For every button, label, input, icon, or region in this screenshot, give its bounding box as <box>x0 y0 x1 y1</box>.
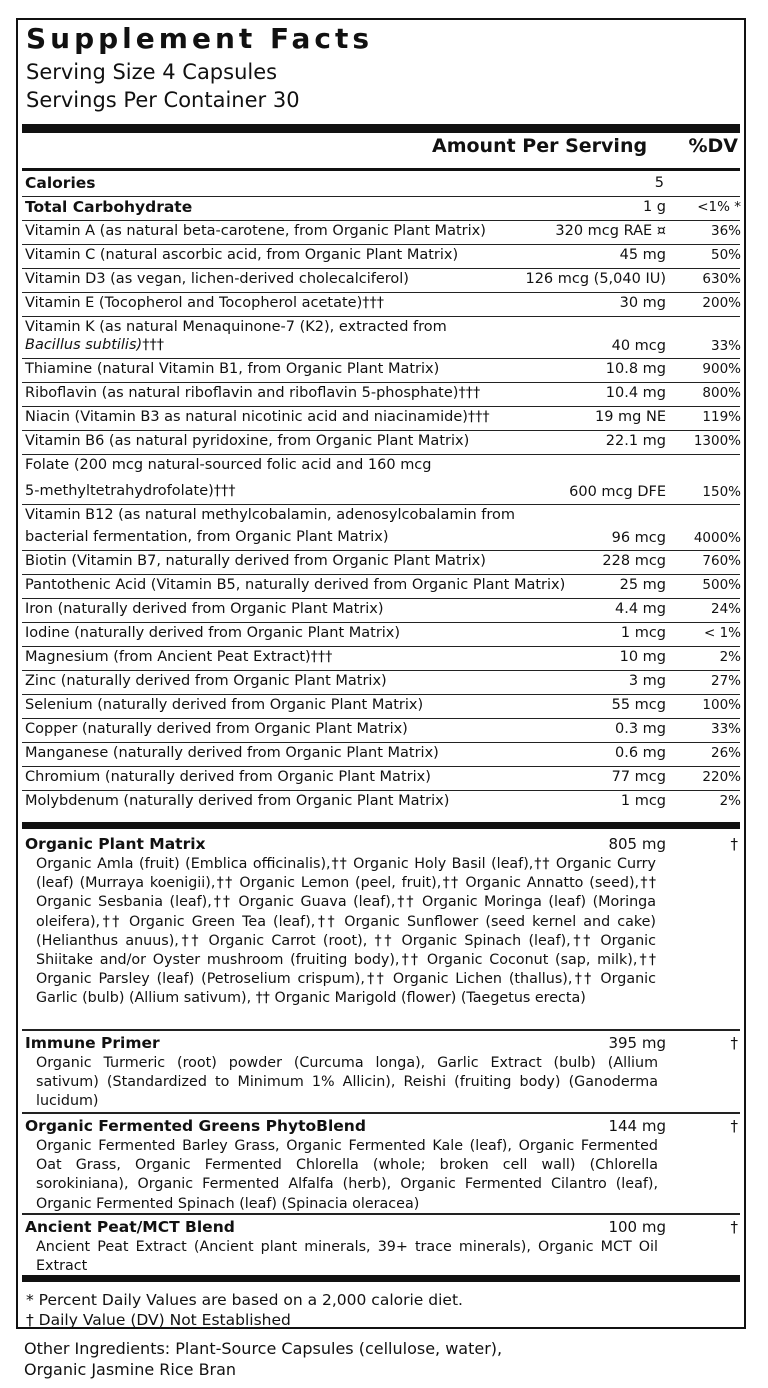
thick-divider-footnotes <box>22 1275 740 1282</box>
other-ingredients-line1: Other Ingredients: Plant-Source Capsules (cellulose, water), <box>24 1339 503 1358</box>
nutrient-dv: 500% <box>702 577 741 593</box>
nutrient-dv: 4000% <box>693 530 741 546</box>
nutrient-dv: <1% * <box>697 199 741 215</box>
thick-divider-blends <box>22 822 740 829</box>
nutrient-dv: 33% <box>710 338 741 354</box>
servings-per-container: Servings Per Container 30 <box>26 88 300 112</box>
nutrient-label: Calories <box>25 174 96 192</box>
nutrient-dv: 36% <box>710 223 741 239</box>
nutrient-row <box>18 550 744 574</box>
nutrient-amount: 126 mcg (5,040 IU) <box>525 271 666 287</box>
dv-header: %DV <box>688 135 738 157</box>
nutrient-row <box>18 574 744 598</box>
blend-ingredients: Organic Amla (fruit) (Emblica officinalis),†† Organic Holy Basil (leaf),†† Organic Curry (leaf) (Murraya koenigii),†† Organic Lemon (peel, fruit),†† Organic Annatto (seed),†† Organic Sesbania (leaf),†† Organic Guava (leaf),†† Organic Moringa (leaf) (Moringa oleifera),†† Organic Green Tea (leaf),†† Organic Sunflower (seed kernel and cake) (Helianthus anuus),†† Organic Carrot (root), †† Organic Spinach (leaf),†† Organic Shiitake and/or Oyster mushroom (fruiting body),†† Organic Coconut (sap, milk),†† Organic Parsley (leaf) (Petroselium crispum),†† Organic Lichen (thallus),†† Organic Garlic (bulb) (Allium sativum), †† Organic Marigold (flower) (Taegetus erecta) <box>36 856 656 1007</box>
nutrient-label: Total Carbohydrate <box>25 198 193 216</box>
nutrient-row <box>18 406 744 430</box>
nutrient-dv: 24% <box>710 601 741 617</box>
nutrient-row <box>18 430 744 454</box>
nutrient-row <box>18 504 744 550</box>
blend-divider <box>22 1029 740 1031</box>
nutrient-row <box>18 718 744 742</box>
nutrient-row <box>18 694 744 718</box>
nutrient-label: Folate (200 mcg natural-sourced folic acid and 160 mcg <box>25 457 432 473</box>
nutrient-amount: 3 mg <box>628 673 666 689</box>
nutrient-amount: 55 mcg <box>611 697 666 713</box>
nutrient-label: Vitamin D3 (as vegan, lichen-derived cholecalciferol) <box>25 271 409 287</box>
nutrient-row <box>18 172 744 196</box>
nutrient-row <box>18 292 744 316</box>
nutrient-dv: 2% <box>719 649 741 665</box>
nutrient-amount: 0.6 mg <box>615 745 666 761</box>
percent-dv-footnote: * Percent Daily Values are based on a 2,000 calorie diet. <box>26 1291 463 1309</box>
nutrient-row <box>18 244 744 268</box>
nutrient-label: Niacin (Vitamin B3 as natural nicotinic acid and niacinamide)††† <box>25 409 490 425</box>
nutrient-amount: 4.4 mg <box>615 601 666 617</box>
nutrient-label: Iron (naturally derived from Organic Plant Matrix) <box>25 601 384 617</box>
panel-title: Supplement Facts <box>26 22 374 55</box>
nutrient-label-line2: bacterial fermentation, from Organic Plant Matrix) <box>25 529 389 545</box>
nutrient-dv: 800% <box>702 385 741 401</box>
nutrient-amount: 0.3 mg <box>615 721 666 737</box>
blend-amount: 805 mg <box>608 835 666 853</box>
nutrient-row <box>18 316 744 358</box>
blend-name: Ancient Peat/MCT Blend <box>25 1218 235 1236</box>
nutrient-amount: 77 mcg <box>611 769 666 785</box>
blend-name: Immune Primer <box>25 1034 160 1052</box>
nutrient-row <box>18 790 744 814</box>
nutrient-dv: 200% <box>702 295 741 311</box>
nutrient-amount: 96 mcg <box>611 530 666 546</box>
amount-per-serving-header: Amount Per Serving <box>432 135 648 157</box>
blend-ingredients: Organic Fermented Barley Grass, Organic Fermented Kale (leaf), Organic Fermented Oat Grass, Organic Fermented Chlorella (whole; broken cell wall) (Chlorella sorokiniana), Organic Fermented Alfalfa (herb), Organic Fermented Cilantro (leaf), Organic Fermented Spinach (leaf) (Spinacia oleracea) <box>36 1138 658 1212</box>
nutrient-dv: 900% <box>702 361 741 377</box>
nutrient-label: Manganese (naturally derived from Organic Plant Matrix) <box>25 745 439 761</box>
nutrient-amount: 1 mcg <box>620 625 666 641</box>
nutrient-dv: 33% <box>710 721 741 737</box>
blend-dv-dagger: † <box>730 1034 738 1052</box>
nutrient-label: Iodine (naturally derived from Organic Plant Matrix) <box>25 625 401 641</box>
nutrient-label: Thiamine (natural Vitamin B1, from Organic Plant Matrix) <box>25 361 440 377</box>
nutrient-row <box>18 382 744 406</box>
nutrient-dv: 630% <box>702 271 741 287</box>
nutrient-row <box>18 766 744 790</box>
nutrient-label-italic: Bacillus subtilis) <box>25 337 143 353</box>
nutrient-amount: 45 mg <box>619 247 666 263</box>
nutrient-row <box>18 622 744 646</box>
nutrient-label: Selenium (naturally derived from Organic Plant Matrix) <box>25 697 424 713</box>
nutrient-label: Biotin (Vitamin B7, naturally derived from Organic Plant Matrix) <box>25 553 486 569</box>
nutrient-dv: 2% <box>719 793 741 809</box>
nutrient-row <box>18 598 744 622</box>
nutrient-dv: 119% <box>702 409 741 425</box>
serving-size: Serving Size 4 Capsules <box>26 60 278 84</box>
nutrient-amount: 25 mg <box>619 577 666 593</box>
blend-dv-dagger: † <box>730 1218 738 1236</box>
nutrient-label: Vitamin A (as natural beta-carotene, from Organic Plant Matrix) <box>25 223 486 239</box>
nutrient-label: Vitamin B12 (as natural methylcobalamin, adenosylcobalamin from <box>25 507 516 523</box>
nutrient-label: Zinc (naturally derived from Organic Plant Matrix) <box>25 673 387 689</box>
nutrient-label-line2: 5-methyltetrahydrofolate)††† <box>25 483 236 499</box>
nutrient-amount: 40 mcg <box>611 338 666 354</box>
nutrient-label: Vitamin B6 (as natural pyridoxine, from Organic Plant Matrix) <box>25 433 470 449</box>
blend-ingredients: Organic Turmeric (root) powder (Curcuma longa), Garlic Extract (bulb) (Allium sativum) (Standardized to Minimum 1% Allicin), Reishi (fruiting body) (Ganoderma lucidum) <box>36 1055 658 1110</box>
nutrient-row <box>18 196 744 220</box>
dv-not-established-footnote: † Daily Value (DV) Not Established <box>26 1311 291 1329</box>
nutrient-amount: 1 g <box>642 199 666 215</box>
nutrient-label-line2 <box>25 335 164 356</box>
blend-ingredients: Ancient Peat Extract (Ancient plant minerals, 39+ trace minerals), Organic MCT Oil Extract <box>36 1239 658 1275</box>
blend-amount: 100 mg <box>608 1218 666 1236</box>
nutrient-dv: < 1% <box>703 625 741 641</box>
blend-divider <box>22 1112 740 1114</box>
nutrient-amount: 19 mg NE <box>594 409 666 425</box>
blend-divider <box>22 1213 740 1215</box>
nutrient-row <box>18 670 744 694</box>
nutrient-dv: 100% <box>702 697 741 713</box>
nutrient-row <box>18 358 744 382</box>
nutrient-dv: 760% <box>702 553 741 569</box>
nutrient-label: Vitamin K (as natural Menaquinone-7 (K2), extracted from <box>25 319 447 335</box>
nutrient-amount: 320 mcg RAE ¤ <box>555 223 666 239</box>
nutrient-amount: 1 mcg <box>620 793 666 809</box>
nutrient-dv: 27% <box>710 673 741 689</box>
nutrient-label: Magnesium (from Ancient Peat Extract)††† <box>25 649 333 665</box>
blend-amount: 144 mg <box>608 1117 666 1135</box>
nutrient-label: Vitamin E (Tocopherol and Tocopherol acetate)††† <box>25 295 384 311</box>
nutrient-label: Copper (naturally derived from Organic Plant Matrix) <box>25 721 408 737</box>
nutrient-label: Molybdenum (naturally derived from Organic Plant Matrix) <box>25 793 450 809</box>
blend-name: Organic Plant Matrix <box>25 835 206 853</box>
blend-amount: 395 mg <box>608 1034 666 1052</box>
nutrient-row <box>18 646 744 670</box>
nutrient-amount: 10.4 mg <box>605 385 666 401</box>
nutrient-dv: 1300% <box>693 433 741 449</box>
supplement-facts-panel <box>16 18 746 1329</box>
nutrient-dv: 220% <box>702 769 741 785</box>
nutrient-row <box>18 742 744 766</box>
nutrient-amount: 228 mcg <box>602 553 666 569</box>
nutrient-label: Riboflavin (as natural riboflavin and riboflavin 5-phosphate)††† <box>25 385 481 401</box>
nutrient-label: Vitamin C (natural ascorbic acid, from Organic Plant Matrix) <box>25 247 459 263</box>
nutrient-row <box>18 454 744 504</box>
blend-name: Organic Fermented Greens PhytoBlend <box>25 1117 366 1135</box>
nutrient-label-tail: ††† <box>142 337 164 353</box>
nutrient-amount: 30 mg <box>619 295 666 311</box>
nutrient-row <box>18 268 744 292</box>
blend-dv-dagger: † <box>730 835 738 853</box>
nutrient-amount: 22.1 mg <box>605 433 666 449</box>
nutrient-dv: 150% <box>702 484 741 500</box>
nutrient-row <box>18 220 744 244</box>
nutrient-label: Chromium (naturally derived from Organic Plant Matrix) <box>25 769 431 785</box>
other-ingredients-line2: Organic Jasmine Rice Bran <box>24 1360 237 1379</box>
header-divider <box>22 168 740 171</box>
nutrient-dv: 26% <box>710 745 741 761</box>
nutrient-label: Pantothenic Acid (Vitamin B5, naturally derived from Organic Plant Matrix) <box>25 577 566 593</box>
nutrient-dv: 50% <box>710 247 741 263</box>
nutrient-amount: 600 mcg DFE <box>569 484 666 500</box>
nutrient-amount: 10 mg <box>619 649 666 665</box>
thick-divider-top <box>22 124 740 133</box>
nutrient-amount: 10.8 mg <box>605 361 666 377</box>
nutrient-amount: 5 <box>654 175 664 191</box>
blend-dv-dagger: † <box>730 1117 738 1135</box>
